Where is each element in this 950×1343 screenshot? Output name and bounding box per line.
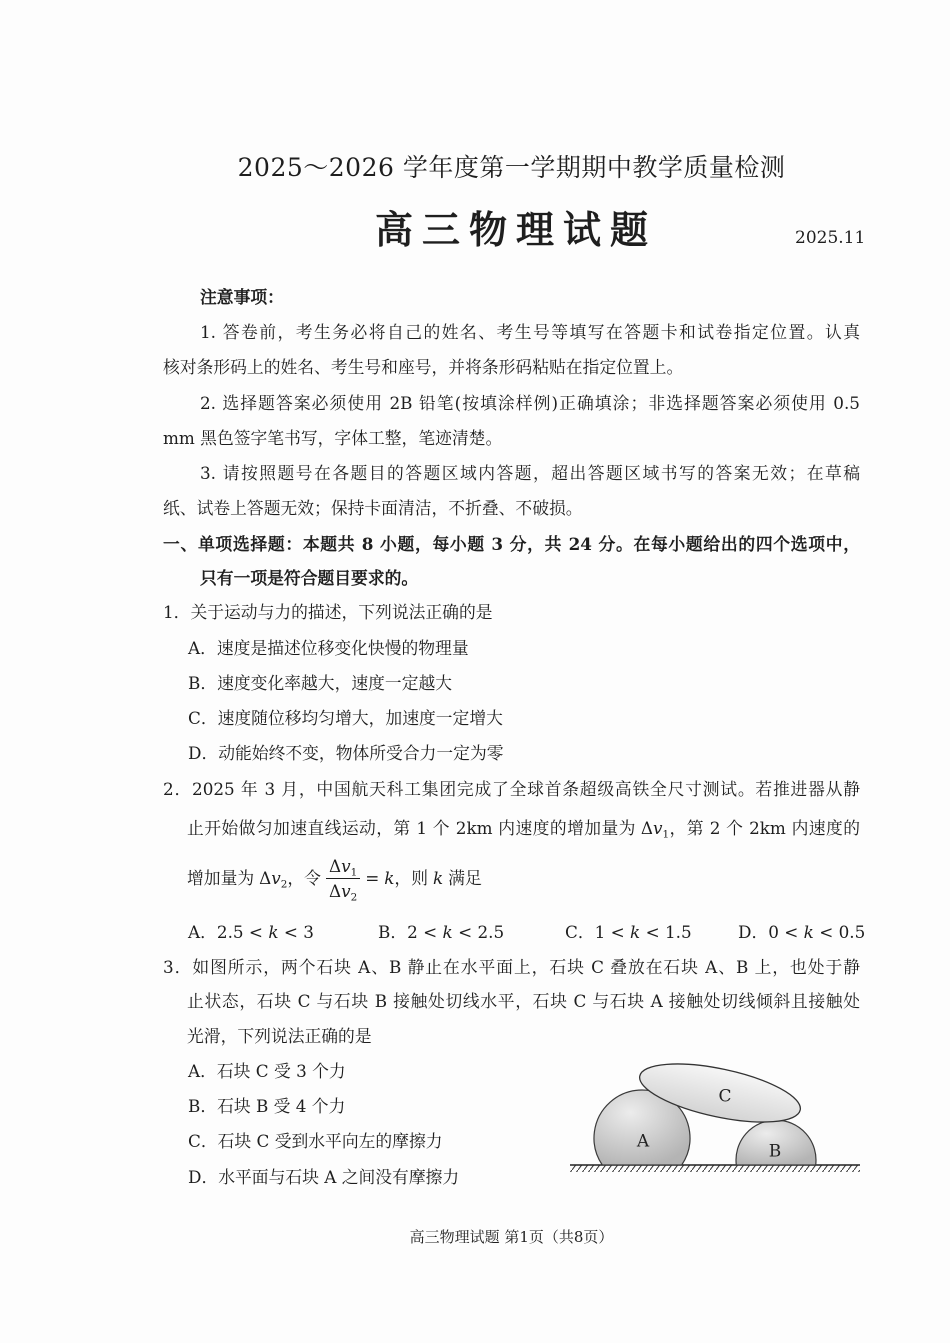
subscript: 1 <box>662 828 670 841</box>
q2-line-2 <box>187 816 860 840</box>
q2-line-1: 2．2025 年 3 月，中国航天科工集团完成了全球首条超级高铁全尺寸测试。若推进器从静 <box>163 779 860 799</box>
subscript: 2 <box>350 891 358 904</box>
option-lhs: 2.5 < <box>216 922 263 942</box>
option-lhs: 2 < <box>407 922 438 942</box>
section-heading-line-1: 一、单项选择题：本题共 8 小题，每小题 3 分，共 24 分。在每小题给出的四个选项中， <box>163 534 860 554</box>
ratio-fraction <box>326 854 360 903</box>
stones-figure <box>560 1050 870 1180</box>
q2-line-3-text-b: ，令 <box>287 868 321 888</box>
note-2-line-2: mm 黑色签字笔书写，字体工整，笔迹清楚。 <box>163 428 503 448</box>
label-b: B <box>768 1141 782 1162</box>
q2-line-2-text-b: ，第 2 个 2km 内速度的 <box>669 818 860 838</box>
delta-symbol: Δ <box>328 880 342 901</box>
q3-line-2: 止状态，石块 C 与石块 B 接触处切线水平，石块 C 与石块 A 接触处切线倾斜且接触处 <box>187 991 860 1011</box>
q2-option-c <box>565 920 692 944</box>
note-2-line-1: 2. 选择题答案必须使用 2B 铅笔(按填涂样例)正确填涂；非选择题答案必须使用 0.5 <box>200 393 860 413</box>
option-label: A． <box>188 922 217 942</box>
subscript: 2 <box>280 878 288 891</box>
q2-option-a <box>188 920 314 944</box>
v-variable: v <box>653 818 663 838</box>
q1-option-d: D．动能始终不变，物体所受合力一定为零 <box>188 743 504 763</box>
option-lhs: 1 < <box>594 922 625 942</box>
q2-line-2-text-a: 止开始做匀加速直线运动，第 1 个 2km 内速度的增加量为 <box>187 818 636 838</box>
q1-option-c: C．速度随位移均匀增大，加速度一定增大 <box>188 708 503 728</box>
q1-option-a: A．速度是描述位移变化快慢的物理量 <box>188 638 469 658</box>
option-label: D． <box>738 922 769 942</box>
fraction-numerator <box>326 854 360 879</box>
option-rhs: < 3 <box>283 922 314 942</box>
ground-hatch <box>570 1165 860 1172</box>
notes-heading: 注意事项： <box>200 287 284 307</box>
q3-option-d: D．水平面与石块 A 之间没有摩擦力 <box>188 1167 460 1187</box>
q2-option-b <box>378 920 504 944</box>
note-3-line-1: 3. 请按照题号在各题目的答题区域内答题，超出答题区域书写的答案无效；在草稿 <box>200 463 860 483</box>
q3-line-1: 3．如图所示，两个石块 A、B 静止在水平面上，石块 C 叠放在石块 A、B 上，也处于静 <box>163 957 860 977</box>
k-variable: k <box>384 868 395 888</box>
equals-sign: = <box>365 868 380 888</box>
q3-line-3: 光滑，下列说法正确的是 <box>187 1026 372 1046</box>
label-a: A <box>636 1131 650 1152</box>
option-label: B． <box>378 922 408 942</box>
q2-line-3-text-d: 满足 <box>448 868 482 888</box>
q3-option-a: A．石块 C 受 3 个力 <box>188 1061 346 1081</box>
delta-symbol: Δ <box>259 868 272 888</box>
q3-option-b: B．石块 B 受 4 个力 <box>188 1096 346 1116</box>
option-rhs: < 0.5 <box>819 922 866 942</box>
note-3-line-2: 纸、试卷上答题无效；保持卡面清洁，不折叠、不破损。 <box>163 498 583 518</box>
option-lhs: 0 < <box>768 922 799 942</box>
page-footer: 高三物理试题 第1页（共8页） <box>409 1228 614 1246</box>
q1-option-b: B．速度变化率越大，速度一定越大 <box>188 673 453 693</box>
q2-line-3-text-c: ，则 <box>394 868 428 888</box>
k-variable: k <box>433 868 444 888</box>
delta-v1 <box>640 818 670 841</box>
k-variable: k <box>442 922 453 942</box>
q2-line-3 <box>187 850 482 906</box>
label-c: C <box>718 1086 732 1107</box>
option-rhs: < 1.5 <box>645 922 692 942</box>
q2-line-3-text-a: 增加量为 <box>187 868 255 888</box>
section-heading-line-2: 只有一项是符合题目要求的。 <box>200 568 419 588</box>
option-rhs: < 2.5 <box>458 922 505 942</box>
q1-stem: 1．关于运动与力的描述，下列说法正确的是 <box>163 602 493 622</box>
k-variable: k <box>803 922 814 942</box>
k-variable: k <box>268 922 279 942</box>
exam-title: 2025～2026 学年度第一学期期中教学质量检测 <box>237 153 786 182</box>
v-variable: v <box>271 868 281 888</box>
exam-date: 2025.11 <box>795 228 866 248</box>
delta-symbol: Δ <box>640 818 654 838</box>
fraction-denominator <box>326 879 360 903</box>
k-variable: k <box>630 922 641 942</box>
option-label: C． <box>565 922 595 942</box>
note-1-line-2: 核对条形码上的姓名、考生号和座号，并将条形码粘贴在指定位置上。 <box>163 357 684 377</box>
v-variable: v <box>341 855 351 876</box>
q3-option-c: C．石块 C 受到水平向左的摩擦力 <box>188 1131 443 1151</box>
delta-v2 <box>259 866 287 890</box>
subscript: 1 <box>350 866 358 879</box>
v-variable: v <box>341 880 351 901</box>
subject-title: 高三物理试题 <box>374 208 657 252</box>
note-1-line-1: 1. 答卷前，考生务必将自己的姓名、考生号等填写在答题卡和试卷指定位置。认真 <box>200 322 860 342</box>
delta-symbol: Δ <box>328 855 342 876</box>
q2-option-d <box>738 920 865 944</box>
